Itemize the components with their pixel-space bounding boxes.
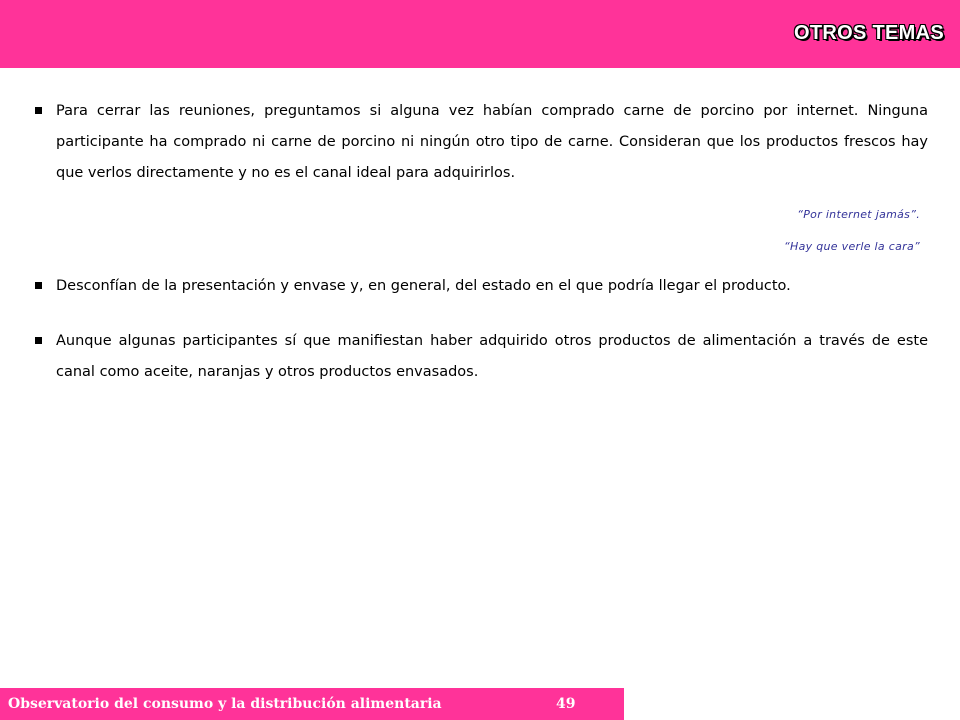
quote-text: “Hay que verle la cara” xyxy=(784,240,920,253)
square-bullet-icon xyxy=(35,282,42,289)
square-bullet-icon xyxy=(35,107,42,114)
header-bar xyxy=(0,0,960,68)
footer-bar xyxy=(0,688,624,720)
bullet-text: Para cerrar las reuniones, preguntamos si alguna vez habían comprado carne de porcino por internet. Ninguna participante ha comprado ni carne de porcino ni ningún otro tipo de carne. Consideran que los productos frescos hay que verlos directamente y no es el canal ideal para adquirirlos. xyxy=(56,103,928,181)
section-title: OTROS TEMAS xyxy=(794,22,944,44)
bullet-item xyxy=(32,96,928,189)
bullet-text: Desconfían de la presentación y envase y, en general, del estado en el que podría llegar el producto. xyxy=(56,278,791,294)
bullet-item xyxy=(32,271,928,302)
quotes-block xyxy=(32,207,920,254)
quote-text: “Por internet jamás”. xyxy=(797,208,920,221)
square-bullet-icon xyxy=(35,337,42,344)
footer-text: Observatorio del consumo y la distribución alimentaria xyxy=(8,696,442,712)
page-number: 49 xyxy=(556,696,576,712)
bullet-text: Aunque algunas participantes sí que manifiestan haber adquirido otros productos de alimentación a través de este canal como aceite, naranjas y otros productos envasados. xyxy=(56,333,928,380)
bullet-item xyxy=(32,326,928,388)
slide-content xyxy=(32,96,928,388)
